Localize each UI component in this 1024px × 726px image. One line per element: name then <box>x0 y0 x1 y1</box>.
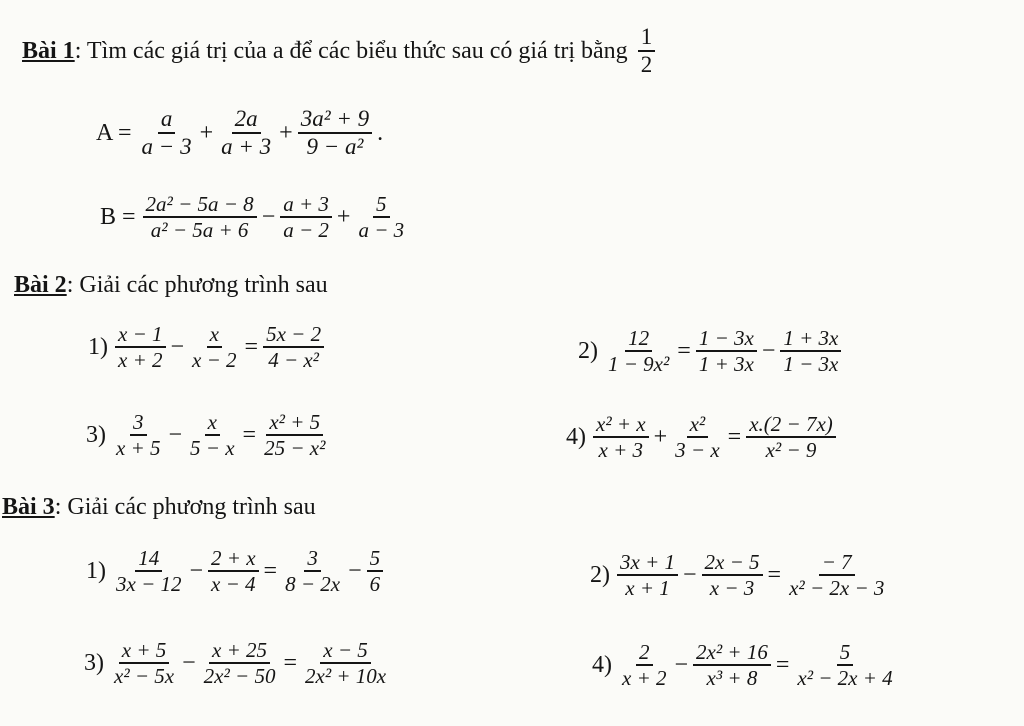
math-term: 2a² − 5a − 8 <box>143 192 257 218</box>
bai2-text: : Giải các phương trình sau <box>66 272 328 298</box>
math-term: = <box>242 421 257 448</box>
math-term: 2) <box>590 561 610 588</box>
math-term: = <box>677 337 691 364</box>
fraction <box>282 546 343 596</box>
math-term: 5 − x <box>190 436 235 461</box>
math-term: 3) <box>86 421 106 448</box>
math-term: − <box>261 203 276 230</box>
math-term: x <box>205 410 220 436</box>
fraction <box>693 640 771 690</box>
math-term: 3 <box>304 546 321 572</box>
math-term: 1 + 3x <box>698 352 754 377</box>
fraction <box>617 550 678 600</box>
fraction <box>139 106 195 161</box>
math-term: 2x² + 10x <box>305 664 387 689</box>
bai2-equation-4 <box>566 412 839 462</box>
bai3-label: Bài 3 <box>2 494 55 520</box>
math-term: a² − 5a + 6 <box>150 218 249 243</box>
math-term: 3x + 1 <box>617 550 678 576</box>
math-term: 1 − 9x² <box>608 352 670 377</box>
math-term: 25 − x² <box>264 436 326 461</box>
math-term: 12 <box>625 326 652 352</box>
math-term: − <box>761 337 776 364</box>
math-term: 4) <box>566 423 586 450</box>
math-term: 1 <box>638 24 656 52</box>
fraction <box>263 322 324 372</box>
math-term: a − 3 <box>358 218 405 243</box>
math-term: + <box>653 423 668 450</box>
math-term: a <box>158 106 176 134</box>
fraction <box>746 412 836 462</box>
math-term: 14 <box>135 546 162 572</box>
math-term: − <box>168 421 183 448</box>
math-term: 6 <box>369 572 381 597</box>
fraction <box>696 326 757 376</box>
fraction <box>143 192 257 242</box>
fraction <box>302 638 389 688</box>
math-term: 2 <box>640 52 653 78</box>
math-term: x² − 5x <box>114 664 175 689</box>
math-term: 4 − x² <box>268 348 319 373</box>
math-term: 2) <box>578 337 598 364</box>
fraction <box>593 412 649 462</box>
math-term: 1 − 3x <box>783 352 839 377</box>
expression-b <box>100 192 410 242</box>
fraction <box>298 106 372 161</box>
bai1-text: : Tìm các giá trị của a để các biểu thức sau có giá trị bằng <box>74 37 628 64</box>
math-term: x − 2 <box>192 348 237 373</box>
fraction <box>786 550 887 600</box>
math-term: 1 − 3x <box>696 326 757 352</box>
fraction <box>208 546 259 596</box>
math-term: . <box>377 119 384 146</box>
math-term: − <box>182 649 196 676</box>
math-term: − <box>683 561 697 588</box>
math-term: x − 1 <box>115 322 166 348</box>
math-term: 2x² − 50 <box>203 664 276 689</box>
math-term: x + 2 <box>118 348 163 373</box>
math-term: − <box>170 333 185 360</box>
math-term: x² − 2x − 3 <box>789 576 885 601</box>
math-term: 2x − 5 <box>702 550 763 576</box>
math-term: 5 <box>367 546 384 572</box>
math-term: − <box>674 651 689 678</box>
math-term: 2 + x <box>208 546 259 572</box>
math-term: 8 − 2x <box>285 572 341 597</box>
math-term: x² + x <box>593 412 649 438</box>
math-term: x² − 9 <box>765 438 817 463</box>
math-term: a + 3 <box>280 192 332 218</box>
fraction <box>261 410 328 460</box>
math-term: 3 <box>130 410 147 436</box>
bai3-equation-4 <box>592 640 899 690</box>
fraction <box>702 550 763 600</box>
math-term: x + 2 <box>622 666 667 691</box>
math-term: 1 + 3x <box>780 326 841 352</box>
fraction <box>672 412 723 462</box>
bai3-equation-2 <box>590 550 890 600</box>
math-term: a + 3 <box>221 134 272 160</box>
math-term: 3) <box>84 649 104 676</box>
math-term: 3x − 12 <box>116 572 182 597</box>
bai2-heading <box>14 272 328 299</box>
math-term: − <box>189 557 204 584</box>
fraction <box>187 410 238 460</box>
math-term: x − 5 <box>320 638 371 664</box>
fraction <box>794 640 895 690</box>
math-term: + <box>336 203 351 230</box>
math-term: 4) <box>592 651 612 678</box>
fraction <box>113 410 164 460</box>
math-term: 5x − 2 <box>263 322 324 348</box>
math-term: = <box>263 557 278 584</box>
math-term: 1) <box>86 557 106 584</box>
fraction <box>605 326 672 376</box>
expression-a <box>96 106 385 161</box>
fraction <box>115 322 166 372</box>
math-term: 2x² + 16 <box>693 640 771 666</box>
fraction <box>355 192 407 242</box>
fraction <box>780 326 841 376</box>
fraction <box>367 546 384 596</box>
math-term: B = <box>100 203 136 230</box>
math-term: x <box>207 322 222 348</box>
math-term: 5 <box>373 192 390 218</box>
math-term: 2a <box>232 106 261 134</box>
math-term: x² + 5 <box>266 410 323 436</box>
bai2-equation-3 <box>86 410 331 460</box>
bai2-label: Bài 2 <box>14 272 67 298</box>
fraction <box>113 546 185 596</box>
fraction <box>280 192 332 242</box>
math-term: a − 2 <box>283 218 329 243</box>
math-term: 3 − x <box>675 438 720 463</box>
math-term: x + 3 <box>598 438 644 463</box>
bai2-equation-1 <box>88 322 327 372</box>
math-term: x + 25 <box>209 638 270 664</box>
math-term: + <box>199 119 214 146</box>
fraction <box>218 106 274 161</box>
math-term: 3a² + 9 <box>298 106 372 134</box>
bai3-heading <box>2 494 316 521</box>
fraction <box>111 638 177 688</box>
math-term: x + 5 <box>116 436 161 461</box>
math-term: x + 1 <box>625 576 670 601</box>
math-term: 1) <box>88 333 108 360</box>
math-term: 2 <box>636 640 653 666</box>
math-term: a − 3 <box>141 134 192 160</box>
math-term: x.(2 − 7x) <box>746 412 836 438</box>
math-term: A = <box>96 119 132 146</box>
math-term: − <box>348 557 362 584</box>
math-term: = <box>775 651 790 678</box>
math-term: x − 4 <box>211 572 256 597</box>
fraction <box>619 640 670 690</box>
math-term: + <box>279 119 293 146</box>
math-term: 9 − a² <box>306 134 364 160</box>
math-term: 5 <box>837 640 854 666</box>
fraction <box>189 322 240 372</box>
one-half-fraction <box>638 24 656 79</box>
math-term: = <box>767 561 782 588</box>
fraction <box>201 638 279 688</box>
math-term: x − 3 <box>709 576 755 601</box>
bai2-equation-2 <box>578 326 844 376</box>
math-term: x³ + 8 <box>706 666 758 691</box>
bai1-label: Bài 1 <box>22 37 75 64</box>
bai3-equation-3 <box>84 638 392 688</box>
bai1-heading <box>22 24 658 79</box>
bai3-equation-1 <box>86 546 386 596</box>
bai3-text: : Giải các phương trình sau <box>54 494 316 520</box>
math-term: = <box>727 423 742 450</box>
math-term: x² − 2x + 4 <box>797 666 893 691</box>
math-term: = <box>244 333 259 360</box>
math-term: − 7 <box>819 550 855 576</box>
math-term: x + 5 <box>119 638 170 664</box>
math-term: x² <box>687 412 709 438</box>
math-term: = <box>283 649 297 676</box>
